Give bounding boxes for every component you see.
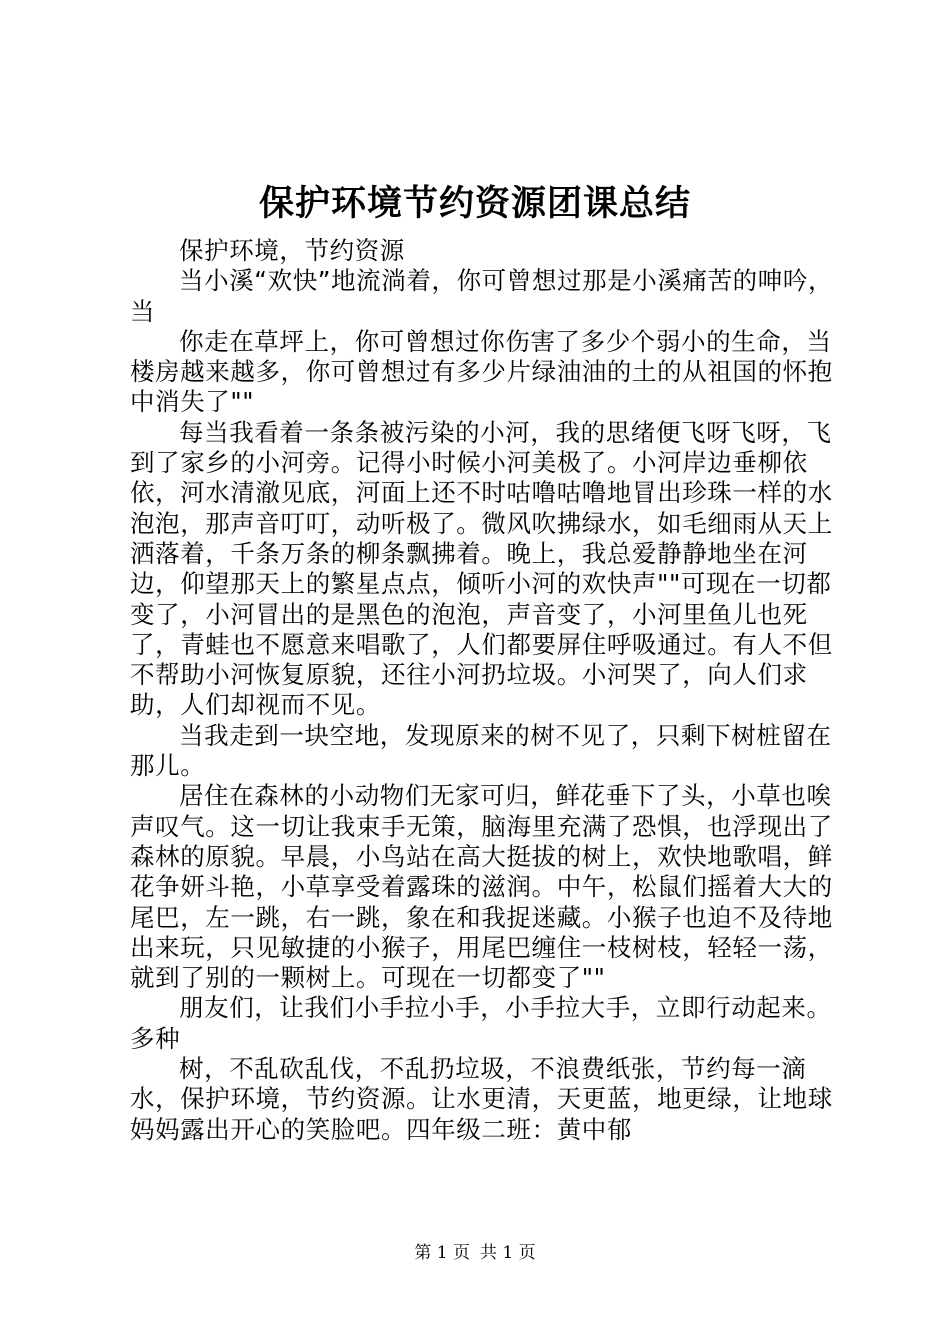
page-number: 第 1 页 — [414, 1243, 470, 1263]
document-body — [130, 236, 856, 1145]
paragraph: 保护环境，节约资源 — [179, 236, 405, 265]
paragraph: 你走在草坪上，你可曾想过你伤害了多少个弱小的生命，当楼房越来越多，你可曾想过有多少片绿油油的土的从祖国的怀抱中消失了"" — [130, 326, 833, 417]
paragraph: 当我走到一块空地，发现原来的树不见了，只剩下树桩留在那儿。 — [130, 720, 832, 781]
page-total: 共 1 页 — [480, 1243, 536, 1263]
paragraph: 朋友们，让我们小手拉小手，小手拉大手，立即行动起来。多种 — [130, 993, 832, 1053]
paragraph: 当小溪“欢快”地流淌着，你可曾想过那是小溪痛苦的呻吟，当 — [130, 266, 834, 326]
page-footer — [0, 1242, 950, 1264]
document-title: 保护环境节约资源团课总结 — [258, 183, 691, 224]
paragraph: 树，不乱砍乱伐，不乱扔垃圾，不浪费纸张，节约每一滴水，保护环境，节约资源。让水更清，天更蓝，地更绿，让地球妈妈露出开心的笑脸吧。四年级二班：黄中郁 — [130, 1054, 833, 1144]
paragraph: 每当我看着一条条被污染的小河，我的思绪便飞呀飞呀，飞到了家乡的小河旁。记得小时候小河美极了。小河岸边垂柳依依，河水清澈见底，河面上还不时咕噜咕噜地冒出珍珠一样的水泡泡，那声音叮叮，动听极了。微风吹拂绿水，如毛细雨从天上洒落着，千条万条的柳条飘拂着。晚上，我总爱静静地坐在河边，仰望那天上的繁星点点，倾听小河的欢快声""可现在一切都变了，小河冒出的是黑色的泡泡，声音变了，小河里鱼儿也死了，青蛙也不愿意来唱歌了，人们都要屏住呼吸通过。有人不但不帮助小河恢复原貌，还往小河扔垃圾。小河哭了，向人们求助，人们却视而不见。 — [130, 417, 833, 720]
paragraph: 居住在森林的小动物们无家可归，鲜花垂下了头，小草也唉声叹气。这一切让我束手无策，脑海里充满了恐惧，也浮现出了森林的原貌。早晨，小鸟站在高大挺拔的树上，欢快地歌唱，鲜花争妍斗艳，小草享受着露珠的滋润。中午，松鼠们摇着大大的尾巴，左一跳，右一跳，象在和我捉迷藏。小猴子也迫不及待地出来玩，只见敏捷的小猴子，用尾巴缠住一枝树枝，轻轻一荡，就到了别的一颗树上。可现在一切都变了"" — [130, 781, 833, 993]
